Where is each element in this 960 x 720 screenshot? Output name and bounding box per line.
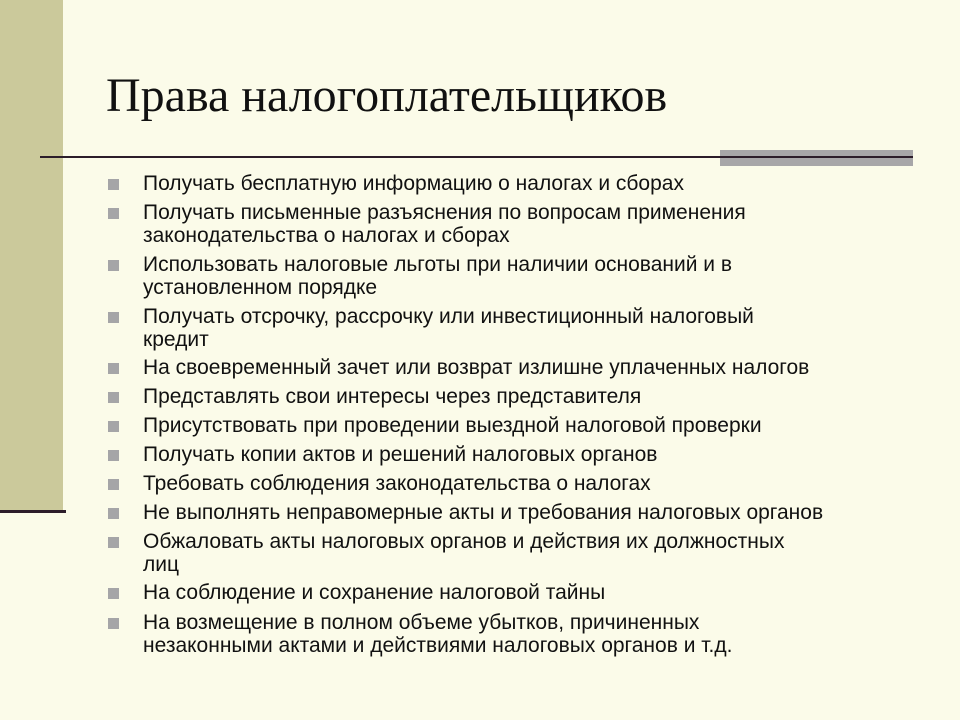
square-bullet-icon [108, 618, 119, 629]
bullet-text [143, 472, 933, 495]
bullet-line: установленном порядке [143, 276, 378, 299]
square-bullet-icon [108, 537, 119, 548]
title-accent-bar [720, 150, 913, 166]
square-bullet-icon [108, 479, 119, 490]
slide-title: Права налогоплательщиков [106, 69, 668, 122]
bullet-line: лиц [143, 553, 180, 576]
bullet-text [143, 581, 933, 604]
square-bullet-icon [108, 588, 119, 599]
square-bullet-icon [108, 208, 119, 219]
side-panel [0, 0, 63, 512]
square-bullet-icon [108, 260, 119, 271]
bullet-text [143, 356, 933, 379]
bullet-text [143, 253, 933, 299]
bullet-line: Получать отсрочку, рассрочку или инвестиционный налоговый [143, 305, 754, 328]
bullet-line: Обжаловать акты налоговых органов и действия их должностных [143, 530, 785, 553]
bullet-line: Получать копии актов и решений налоговых органов [143, 443, 658, 466]
bullet-text [143, 385, 933, 408]
bullet-text [143, 501, 933, 524]
square-bullet-icon [108, 179, 119, 190]
bullet-text [143, 443, 933, 466]
square-bullet-icon [108, 363, 119, 374]
bullet-line: Представлять свои интересы через представителя [143, 385, 642, 408]
bullet-text [143, 414, 933, 437]
square-bullet-icon [108, 508, 119, 519]
bullet-text [143, 305, 933, 351]
bullet-line: Получать бесплатную информацию о налогах и сборах [143, 172, 684, 195]
bullet-line: Не выполнять неправомерные акты и требования налоговых органов [143, 501, 824, 524]
bullet-line: Требовать соблюдения законодательства о налогах [143, 472, 651, 495]
bullet-text [143, 172, 933, 195]
square-bullet-icon [108, 421, 119, 432]
side-rule [0, 510, 66, 513]
bullet-text [143, 530, 933, 576]
bullet-line: кредит [143, 328, 209, 351]
square-bullet-icon [108, 392, 119, 403]
square-bullet-icon [108, 450, 119, 461]
square-bullet-icon [108, 312, 119, 323]
bullet-line: На возмещение в полном объеме убытков, причиненных [143, 611, 700, 634]
bullet-line: На соблюдение и сохранение налоговой тайны [143, 581, 606, 604]
bullet-line: Получать письменные разъяснения по вопросам применения [143, 201, 746, 224]
bullet-line: На своевременный зачет или возврат излишне уплаченных налогов [143, 356, 810, 379]
bullet-text [143, 611, 933, 657]
bullet-line: незаконными актами и действиями налоговых органов и т.д. [143, 634, 733, 657]
bullet-text [143, 201, 933, 247]
bullet-line: Присутствовать при проведении выездной налоговой проверки [143, 414, 762, 437]
bullet-line: законодательства о налогах и сборах [143, 224, 510, 247]
bullet-line: Использовать налоговые льготы при наличии оснований и в [143, 253, 733, 276]
